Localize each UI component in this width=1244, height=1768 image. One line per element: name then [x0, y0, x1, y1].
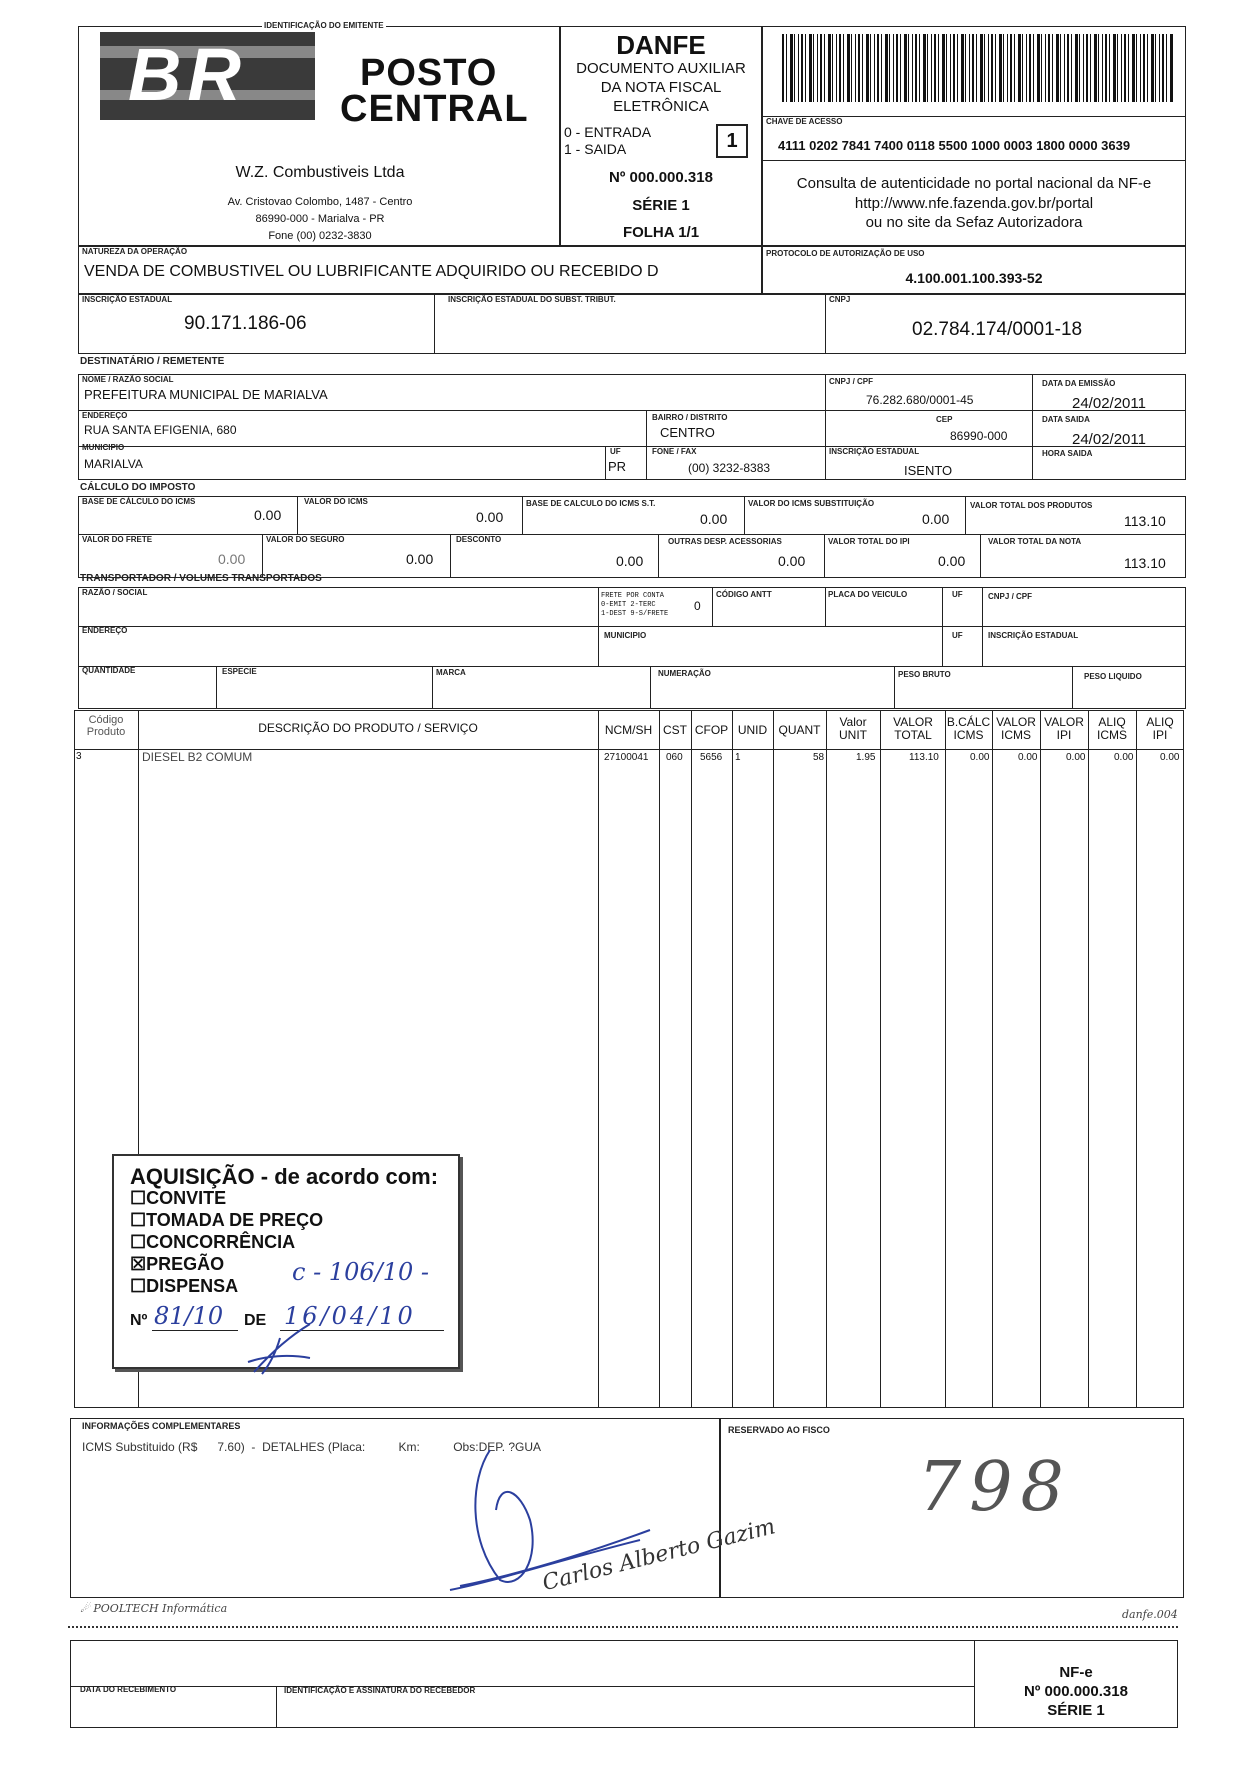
th-valor-unit: Valor UNIT	[839, 715, 867, 743]
consulta-line2: http://www.nfe.fazenda.gov.br/portal	[854, 195, 1094, 212]
danfe-saida: 1 - SAIDA	[564, 141, 627, 157]
stamp-signature	[240, 1318, 320, 1378]
th-aliq-ipi: ALIQ IPI	[1146, 715, 1174, 743]
row-unid: 1	[735, 752, 741, 763]
dest-endereco-label: ENDEREÇO	[82, 411, 128, 420]
transp-pbruto-label: PESO BRUTO	[898, 670, 951, 679]
imp-frete: 0.00	[218, 551, 246, 567]
dest-bairro-label: BAIRRO / DISTRITO	[652, 413, 728, 422]
emitente-address1: Av. Cristovao Colombo, 1487 - Centro	[227, 196, 413, 208]
pooltech-logo-icon: ☄	[80, 1602, 90, 1615]
dest-fone: (00) 3232-8383	[688, 461, 771, 475]
row-aliq-ipi: 0.00	[1160, 752, 1180, 763]
barcode	[782, 34, 1174, 102]
transp-ie-label: INSCRIÇÃO ESTADUAL	[988, 631, 1079, 640]
dest-saida-label: DATA SAIDA	[1042, 415, 1090, 424]
imp-base-st: 0.00	[700, 511, 728, 527]
dest-uf: PR	[608, 459, 627, 474]
dest-cnpj: 76.282.680/0001-45	[866, 393, 974, 407]
emitente-label: IDENTIFICAÇÃO DO EMITENTE	[264, 21, 384, 30]
stamp-opt1-label: CONVITE	[146, 1188, 227, 1208]
dest-hora-label: HORA SAIDA	[1042, 449, 1093, 458]
imp-total-nota-label: VALOR TOTAL DA NOTA	[988, 537, 1082, 546]
emitente-cnpj-label: CNPJ	[829, 295, 851, 304]
danfe-entrada: 0 - ENTRADA	[564, 124, 652, 140]
th-codigo: Código Produto	[86, 714, 126, 739]
danfe-title: DANFE	[616, 30, 706, 60]
emitente-cnpj-value: 02.784.174/0001-18	[912, 319, 1083, 340]
footer-serie: SÉRIE 1	[1047, 1702, 1105, 1719]
imp-base-st-label: BASE DE CALCULO DO ICMS S.T.	[526, 499, 656, 508]
th-valor-icms: VALOR ICMS	[996, 715, 1036, 743]
imp-seguro: 0.00	[406, 551, 434, 567]
imp-total-produtos-label: VALOR TOTAL DOS PRODUTOS	[970, 501, 1093, 510]
imp-icms-subst: 0.00	[922, 511, 950, 527]
danfe-numero: Nº 000.000.318	[609, 169, 713, 186]
dest-cep-label: CEP	[936, 415, 953, 424]
chave-label: CHAVE DE ACESSO	[766, 117, 843, 126]
th-quant: QUANT	[778, 723, 821, 737]
natureza-label: NATUREZA DA OPERAÇÃO	[82, 247, 188, 256]
info-text: ICMS Substituido (R$ 7.60) - DETALHES (Placa: Km: Obs:DEP. ?GUA	[82, 1440, 542, 1454]
footer-numero: Nº 000.000.318	[1024, 1683, 1128, 1700]
logo-central: CENTRAL	[340, 88, 529, 130]
dest-ie-label: INSCRIÇÃO ESTADUAL	[829, 447, 920, 456]
transp-pliquido-label: PESO LIQUIDO	[1084, 672, 1142, 681]
imp-seguro-label: VALOR DO SEGURO	[266, 535, 345, 544]
transp-frete-l1: FRETE POR CONTA	[601, 592, 665, 600]
dest-bairro: CENTRO	[660, 425, 715, 440]
consulta-line3: ou no site da Sefaz Autorizadora	[865, 214, 1083, 231]
fisco-label: RESERVADO AO FISCO	[728, 1425, 830, 1435]
row-ncm: 27100041	[604, 752, 649, 763]
checkbox-empty-icon: ☐	[130, 1232, 147, 1252]
transp-antt-label: CÓDIGO ANTT	[716, 590, 772, 599]
stamp-opt2	[130, 1210, 323, 1231]
th-cfop: CFOP	[694, 723, 729, 737]
stamp-data: 16/04/10	[284, 1302, 416, 1330]
row-valor-total: 113.10	[909, 752, 939, 763]
th-ncm: NCM/SH	[604, 723, 653, 737]
info-label: INFORMAÇÕES COMPLEMENTARES	[82, 1421, 241, 1431]
dest-emissao-label: DATA DA EMISSÃO	[1042, 379, 1116, 388]
cut-line	[68, 1626, 1178, 1628]
stamp-de-label: DE	[244, 1312, 267, 1329]
imp-valor-icms-label: VALOR DO ICMS	[304, 497, 368, 506]
emitente-address2: 86990-000 - Marialva - PR	[255, 213, 385, 225]
dest-emissao: 24/02/2011	[1072, 395, 1146, 412]
danfe-subtitle3: ELETRÔNICA	[613, 98, 709, 115]
checkbox-empty-icon: ☐	[130, 1188, 147, 1208]
stamp-handwritten-pregao: c - 106/10 -	[292, 1258, 429, 1286]
transp-especie-label: ESPECIE	[222, 667, 257, 676]
stamp-opt4	[130, 1254, 224, 1275]
th-bcalc-icms: B.CÁLC ICMS	[946, 715, 991, 743]
th-aliq-icms: ALIQ ICMS	[1097, 715, 1127, 743]
imp-total-nota: 113.10	[1124, 555, 1166, 571]
stamp-opt3	[130, 1232, 295, 1253]
dest-nome: PREFEITURA MUNICIPAL DE MARIALVA	[84, 387, 328, 402]
transp-endereco-label: ENDEREÇO	[82, 626, 128, 635]
br-logo	[100, 32, 315, 120]
transportador-section: TRANSPORTADOR / VOLUMES TRANSPORTADOS	[80, 573, 322, 584]
imposto-section: CÁLCULO DO IMPOSTO	[80, 482, 196, 493]
signature-name: Carlos Alberto Gazim	[540, 1514, 778, 1597]
danfe-folha: FOLHA 1/1	[622, 224, 700, 241]
stamp-opt2-label: TOMADA DE PREÇO	[146, 1210, 324, 1230]
danfe-subtitle2: DA NOTA FISCAL	[600, 79, 722, 96]
imp-base-icms: 0.00	[254, 507, 282, 523]
dest-saida: 24/02/2011	[1072, 431, 1146, 448]
th-unid: UNID	[737, 723, 768, 737]
imp-ipi: 0.00	[938, 553, 966, 569]
imp-outras: 0.00	[778, 553, 806, 569]
imp-desconto-label: DESCONTO	[456, 535, 502, 544]
checkbox-empty-icon: ☐	[130, 1210, 147, 1230]
stamp-numero: 81/10	[154, 1302, 224, 1330]
row-cfop: 5656	[700, 752, 723, 763]
logo-posto: POSTO	[360, 52, 498, 94]
dest-cep: 86990-000	[950, 429, 1008, 443]
emitente-phone: Fone (00) 0232-3830	[268, 230, 372, 242]
destinatario-section: DESTINATÁRIO / REMETENTE	[80, 356, 225, 367]
imp-desconto: 0.00	[616, 553, 644, 569]
dest-cnpj-label: CNPJ / CPF	[829, 377, 874, 386]
dest-fone-label: FONE / FAX	[652, 447, 697, 456]
inscricao-label: INSCRIÇÃO ESTADUAL	[82, 295, 173, 304]
th-valor-total: VALOR TOTAL	[893, 715, 933, 743]
footer-nfe: NF-e	[1059, 1664, 1093, 1681]
dest-municipio-label: MUNICIPIO	[82, 443, 125, 452]
imp-ipi-label: VALOR TOTAL DO IPI	[828, 537, 910, 546]
software-credit	[80, 1602, 227, 1615]
stamp-title: AQUISIÇÃO - de acordo com:	[130, 1164, 439, 1189]
stamp-opt5	[130, 1276, 238, 1297]
transp-cnpj-label: CNPJ / CPF	[988, 592, 1033, 601]
row-descricao: DIESEL B2 COMUM	[142, 750, 253, 764]
dest-uf-label: UF	[610, 447, 621, 456]
inscricao-subst-label: INSCRIÇÃO ESTADUAL DO SUBST. TRIBUT.	[448, 295, 616, 304]
transp-municipio-label: MUNICIPIO	[604, 631, 647, 640]
stamp-no-label: Nº	[130, 1312, 148, 1329]
protocolo-value: 4.100.001.100.393-52	[905, 270, 1043, 286]
software-name: POOLTECH Informática	[93, 1602, 228, 1615]
checkbox-empty-icon: ☐	[130, 1276, 147, 1296]
chave-value: 4111 0202 7841 7400 0118 5500 1000 0003 1800 0000 3639	[778, 138, 1131, 153]
inscricao-value: 90.171.186-06	[184, 313, 307, 334]
transp-uf-label: UF	[952, 590, 963, 599]
th-descricao: DESCRIÇÃO DO PRODUTO / SERVIÇO	[258, 721, 478, 735]
transp-frete-l3: 1-DEST 9-S/FRETE	[601, 610, 669, 618]
row-quant: 58	[813, 752, 825, 763]
consulta-line1: Consulta de autenticidade no portal nacional da NF-e	[796, 175, 1152, 192]
imp-outras-label: OUTRAS DESP. ACESSORIAS	[668, 537, 782, 546]
imp-base-icms-label: BASE DE CÁLCULO DO ICMS	[82, 497, 196, 506]
transp-frete-value: 0	[694, 599, 701, 613]
transp-razao-label: RAZÃO / SOCIAL	[82, 588, 148, 597]
logo-letters: BR	[128, 33, 247, 116]
row-valor-unit: 1.95	[856, 752, 876, 763]
imp-valor-icms: 0.00	[476, 509, 504, 525]
transp-uf2-label: UF	[952, 631, 963, 640]
stamp-opt4-label: PREGÃO	[146, 1254, 225, 1274]
checkbox-checked-icon: ☒	[130, 1254, 147, 1274]
imp-total-produtos: 113.10	[1124, 513, 1166, 529]
dest-endereco: RUA SANTA EFIGENIA, 680	[84, 423, 237, 437]
row-cst: 060	[666, 752, 683, 763]
stamp-opt3-label: CONCORRÊNCIA	[146, 1232, 296, 1252]
dest-nome-label: NOME / RAZÃO SOCIAL	[82, 375, 174, 384]
th-valor-ipi: VALOR IPI	[1044, 715, 1084, 743]
dest-municipio: MARIALVA	[84, 457, 143, 471]
danfe-serie: SÉRIE 1	[632, 197, 690, 214]
th-cst: CST	[663, 723, 687, 737]
danfe-ref: danfe.004	[1122, 1608, 1178, 1621]
transp-frete-l2: 0-EMIT 2-TERC	[601, 601, 656, 609]
handwritten-number: 798	[918, 1448, 1072, 1527]
imp-icms-subst-label: VALOR DO ICMS SUBSTITUIÇÃO	[748, 499, 875, 508]
row-valor-icms: 0.00	[1018, 752, 1038, 763]
data-recebimento-label: DATA DO RECEBIMENTO	[80, 1685, 177, 1694]
transp-quant-label: QUANTIDADE	[82, 666, 136, 675]
stamp-opt1	[130, 1188, 226, 1209]
danfe-subtitle1: DOCUMENTO AUXILIAR	[576, 60, 746, 77]
row-valor-ipi: 0.00	[1066, 752, 1086, 763]
danfe-tipo: 1	[726, 130, 738, 152]
transp-placa-label: PLACA DO VEICULO	[828, 590, 908, 599]
transp-numeracao-label: NUMERAÇÃO	[658, 669, 711, 678]
natureza-value: VENDA DE COMBUSTIVEL OU LUBRIFICANTE ADQUIRIDO OU RECEBIDO D	[84, 263, 659, 280]
emitente-name: W.Z. Combustiveis Ltda	[235, 164, 405, 181]
imp-frete-label: VALOR DO FRETE	[82, 535, 153, 544]
row-codigo: 3	[76, 751, 82, 762]
row-aliq-icms: 0.00	[1114, 752, 1134, 763]
danfe-tipo-box	[716, 124, 748, 158]
row-bcalc-icms: 0.00	[970, 752, 990, 763]
stamp-opt5-label: DISPENSA	[146, 1276, 239, 1296]
dest-ie: ISENTO	[904, 463, 953, 478]
assinatura-recebedor-label: IDENTIFICAÇÃO E ASSINATURA DO RECEBEDOR	[284, 1686, 476, 1695]
transp-marca-label: MARCA	[436, 668, 466, 677]
protocolo-label: PROTOCOLO DE AUTORIZAÇÃO DE USO	[766, 249, 925, 258]
